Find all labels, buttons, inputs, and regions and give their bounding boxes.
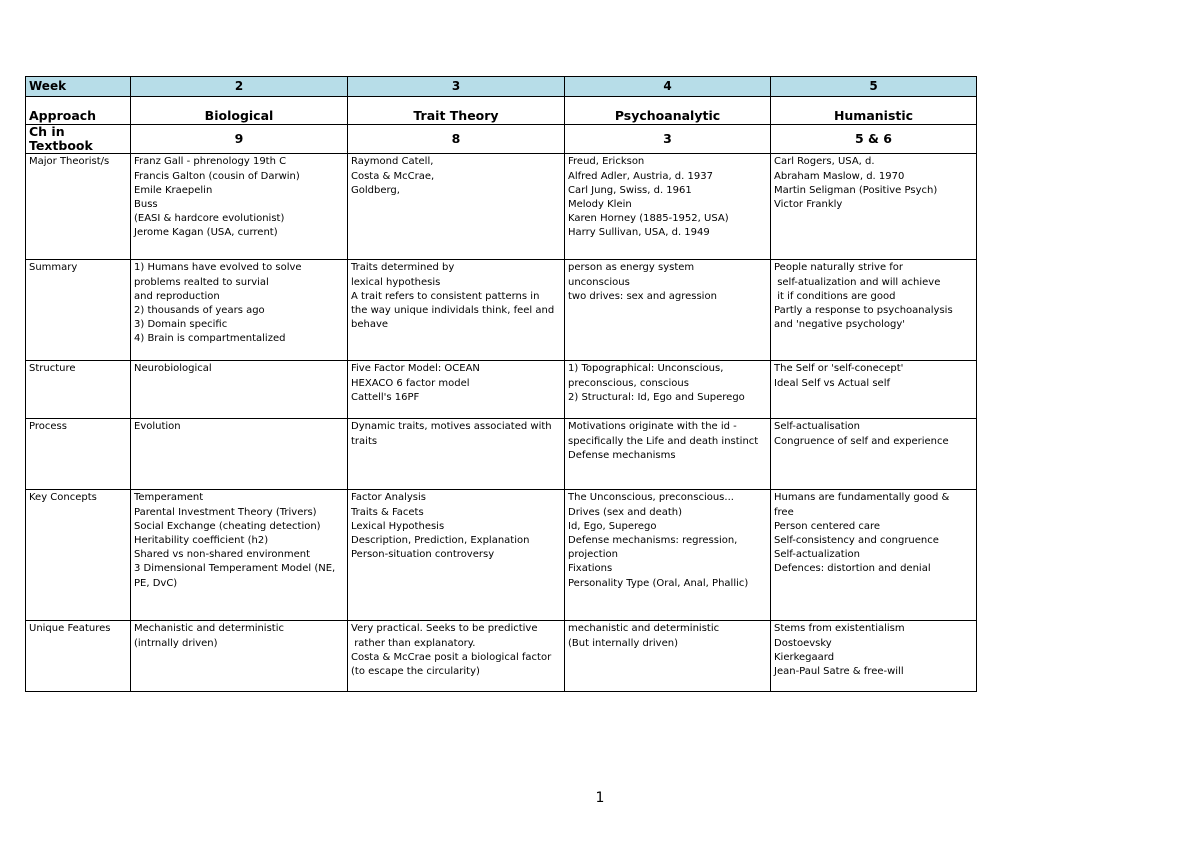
cell-text-line: Defense mechanisms: regression,: [568, 535, 738, 547]
cell-text-line: PE, DvC): [134, 577, 178, 589]
unique-features-cell: [131, 621, 348, 692]
cell-text-line: person as energy system: [568, 262, 695, 274]
summary-label: Summary: [26, 260, 131, 361]
cell-text-line: Evolution: [134, 421, 181, 433]
cell-text-line: Personality Type (Oral, Anal, Phallic): [568, 577, 749, 589]
key-concepts-cell: [565, 490, 771, 621]
unique-features-label: Unique Features: [26, 621, 131, 692]
cell-text-line: 3 Dimensional Temperament Model (NE,: [134, 563, 336, 575]
cell-text-line: Traits & Facets: [351, 506, 424, 518]
cell-text-line: Lexical Hypothesis: [351, 520, 445, 532]
cell-text-line: Carl Rogers, USA, d.: [774, 156, 875, 168]
cell-text-line: 1) Topographical: Unconscious,: [568, 363, 724, 375]
cell-text-line: Temperament: [134, 492, 204, 504]
cell-text-line: Self-actualization: [774, 549, 860, 561]
cell-text-line: Humans are fundamentally good &: [774, 492, 950, 504]
cell-text-line: (EASI & hardcore evolutionist): [134, 213, 285, 225]
theorists-label: Major Theorist/s: [26, 154, 131, 260]
cell-text-line: Raymond Catell,: [351, 156, 434, 168]
week-cell: 3: [348, 77, 565, 97]
cell-text-line: problems realted to survial: [134, 276, 269, 288]
chapter-label: Ch in Textbook: [26, 125, 131, 154]
cell-text-line: and 'negative psychology': [774, 319, 905, 331]
cell-text-line: The Unconscious, preconscious...: [568, 492, 734, 504]
unique-features-cell: [771, 621, 977, 692]
key-concepts-cell: [348, 490, 565, 621]
chapter-cell: 3: [565, 125, 771, 154]
structure-label: Structure: [26, 361, 131, 419]
cell-text-line: behave: [351, 319, 389, 331]
cell-text-line: Fixations: [568, 563, 613, 575]
approach-cell: Trait Theory: [348, 97, 565, 125]
cell-text-line: two drives: sex and agression: [568, 290, 717, 302]
week-cell: 2: [131, 77, 348, 97]
cell-text-line: People naturally strive for: [774, 262, 904, 274]
process-cell: [131, 419, 348, 490]
week-row: [26, 77, 977, 97]
page-number: 1: [595, 790, 605, 806]
key-concepts-cell: [131, 490, 348, 621]
cell-text-line: HEXACO 6 factor model: [351, 377, 470, 389]
cell-text-line: Karen Horney (1885-1952, USA): [568, 213, 729, 225]
cell-text-line: Melody Klein: [568, 199, 632, 211]
chapter-cell: 5 & 6: [771, 125, 977, 154]
cell-text-line: Abraham Maslow, d. 1970: [774, 170, 905, 182]
week-label: Week: [26, 77, 131, 97]
theorists-cell: [771, 154, 977, 260]
cell-text-line: Kierkegaard: [774, 651, 835, 663]
cell-text-line: Person-situation controversy: [351, 549, 495, 561]
cell-text-line: Parental Investment Theory (Trivers): [134, 506, 317, 518]
cell-text-line: (to escape the circularity): [351, 666, 480, 678]
cell-text-line: 4) Brain is compartmentalized: [134, 333, 286, 345]
cell-text-line: Person centered care: [774, 520, 881, 532]
cell-text-line: it if conditions are good: [774, 290, 896, 302]
cell-text-line: free: [774, 506, 794, 518]
personality-theories-table: [25, 76, 977, 692]
summary-cell: [131, 260, 348, 361]
cell-text-line: Alfred Adler, Austria, d. 1937: [568, 170, 713, 182]
unique-features-cell: [348, 621, 565, 692]
cell-text-line: Dostoevsky: [774, 637, 832, 649]
approach-label: Approach: [26, 97, 131, 125]
cell-text-line: rather than explanatory.: [351, 637, 476, 649]
cell-text-line: Goldberg,: [351, 184, 400, 196]
structure-cell: [565, 361, 771, 419]
chapter-cell: 9: [131, 125, 348, 154]
cell-text-line: Shared vs non-shared environment: [134, 549, 311, 561]
theorists-cell: [348, 154, 565, 260]
cell-text-line: Buss: [134, 199, 158, 211]
process-label: Process: [26, 419, 131, 490]
cell-text-line: and reproduction: [134, 290, 220, 302]
cell-text-line: the way unique individals think, feel and: [351, 305, 555, 317]
cell-text-line: Heritability coefficient (h2): [134, 535, 269, 547]
cell-text-line: Francis Galton (cousin of Darwin): [134, 170, 300, 182]
cell-text-line: Self-actualisation: [774, 421, 860, 433]
cell-text-line: Defences: distortion and denial: [774, 563, 931, 575]
cell-text-line: Drives (sex and death): [568, 506, 683, 518]
cell-text-line: Partly a response to psychoanalysis: [774, 305, 953, 317]
cell-text-line: (But internally driven): [568, 637, 678, 649]
cell-text-line: Harry Sullivan, USA, d. 1949: [568, 227, 710, 239]
cell-text-line: Id, Ego, Superego: [568, 520, 657, 532]
unique-features-cell: [565, 621, 771, 692]
cell-text-line: Costa & McCrae,: [351, 170, 435, 182]
cell-text-line: Congruence of self and experience: [774, 435, 949, 447]
approach-row: [26, 97, 977, 125]
cell-text-line: The Self or 'self-conecept': [774, 363, 904, 375]
cell-text-line: Factor Analysis: [351, 492, 426, 504]
cell-text-line: Self-consistency and congruence: [774, 535, 939, 547]
cell-text-line: self-atualization and will achieve: [774, 276, 941, 288]
cell-text-line: Martin Seligman (Positive Psych): [774, 184, 938, 196]
cell-text-line: Very practical. Seeks to be predictive: [351, 623, 538, 635]
cell-text-line: unconscious: [568, 276, 630, 288]
cell-text-line: Mechanistic and deterministic: [134, 623, 284, 635]
cell-text-line: 2) thousands of years ago: [134, 305, 265, 317]
approach-cell: Humanistic: [771, 97, 977, 125]
cell-text-line: Ideal Self vs Actual self: [774, 377, 890, 389]
cell-text-line: Neurobiological: [134, 363, 212, 375]
theorists-row: [26, 154, 977, 260]
cell-text-line: A trait refers to consistent patterns in: [351, 290, 540, 302]
cell-text-line: Emile Kraepelin: [134, 184, 213, 196]
cell-text-line: Franz Gall - phrenology 19th C: [134, 156, 287, 168]
cell-text-line: Stems from existentialism: [774, 623, 905, 635]
theorists-cell: [565, 154, 771, 260]
structure-row: [26, 361, 977, 419]
key-concepts-row: [26, 490, 977, 621]
cell-text-line: (intrnally driven): [134, 637, 218, 649]
cell-text-line: specifically the Life and death instinct: [568, 435, 759, 447]
process-cell: [565, 419, 771, 490]
approach-cell: Biological: [131, 97, 348, 125]
key-concepts-cell: [771, 490, 977, 621]
key-concepts-label: Key Concepts: [26, 490, 131, 621]
process-cell: [771, 419, 977, 490]
cell-text-line: Freud, Erickson: [568, 156, 645, 168]
week-cell: 4: [565, 77, 771, 97]
cell-text-line: Traits determined by: [351, 262, 455, 274]
cell-text-line: Description, Prediction, Explanation: [351, 535, 530, 547]
cell-text-line: Five Factor Model: OCEAN: [351, 363, 480, 375]
process-cell: [348, 419, 565, 490]
theorists-cell: [131, 154, 348, 260]
cell-text-line: 2) Structural: Id, Ego and Superego: [568, 391, 745, 403]
cell-text-line: 1) Humans have evolved to solve: [134, 262, 302, 274]
approach-cell: Psychoanalytic: [565, 97, 771, 125]
cell-text-line: traits: [351, 435, 378, 447]
cell-text-line: Costa & McCrae posit a biological factor: [351, 651, 552, 663]
cell-text-line: Victor Frankly: [774, 199, 843, 211]
cell-text-line: Carl Jung, Swiss, d. 1961: [568, 184, 692, 196]
cell-text-line: mechanistic and deterministic: [568, 623, 720, 635]
cell-text-line: preconscious, conscious: [568, 377, 689, 389]
cell-text-line: projection: [568, 549, 618, 561]
cell-text-line: Social Exchange (cheating detection): [134, 520, 321, 532]
structure-cell: [131, 361, 348, 419]
cell-text-line: Motivations originate with the id -: [568, 421, 737, 433]
cell-text-line: Dynamic traits, motives associated with: [351, 421, 552, 433]
week-cell: 5: [771, 77, 977, 97]
cell-text-line: Defense mechanisms: [568, 449, 676, 461]
summary-row: [26, 260, 977, 361]
cell-text-line: Jerome Kagan (USA, current): [134, 227, 278, 239]
unique-features-row: [26, 621, 977, 692]
cell-text-line: 3) Domain specific: [134, 319, 228, 331]
chapter-cell: 8: [348, 125, 565, 154]
structure-cell: [771, 361, 977, 419]
chapter-row: [26, 125, 977, 154]
cell-text-line: Jean-Paul Satre & free-will: [774, 666, 904, 678]
process-row: [26, 419, 977, 490]
cell-text-line: Cattell's 16PF: [351, 391, 420, 403]
cell-text-line: lexical hypothesis: [351, 276, 441, 288]
summary-cell: [565, 260, 771, 361]
summary-cell: [771, 260, 977, 361]
summary-cell: [348, 260, 565, 361]
structure-cell: [348, 361, 565, 419]
